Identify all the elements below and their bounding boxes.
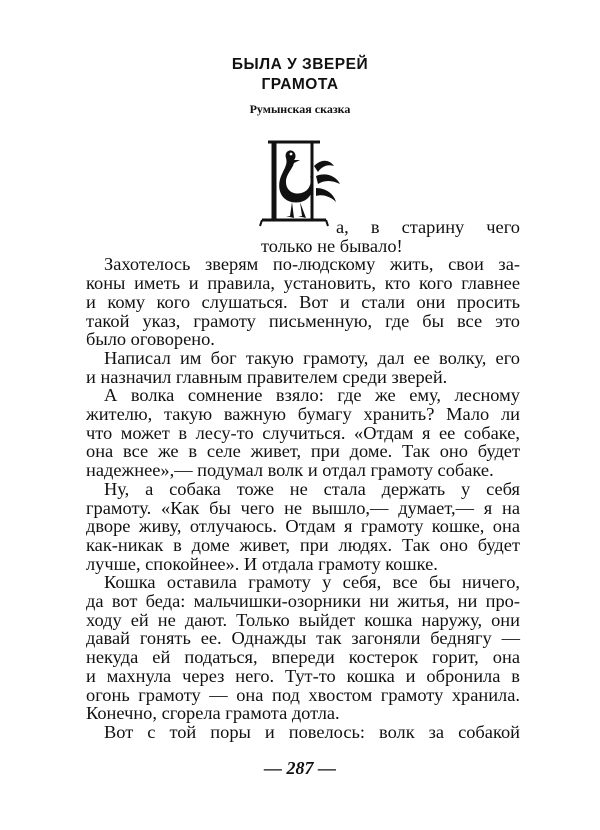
text-line: надежнее»,— подумал волк и отдал грамоту собаке. xyxy=(86,460,494,481)
text-line: Вот с той поры и повелось: волк за собакой xyxy=(104,722,520,742)
text-line: что может в лесу-то случиться. «Отдам я ее собаке, xyxy=(86,422,520,443)
text-line: и махнула через него. Тут-то кошка и обронила в xyxy=(86,665,520,686)
text-line: и назначил главным правителем среди зверей. xyxy=(86,366,448,387)
text-line: Конечно, сгорела грамота дотла. xyxy=(86,703,340,724)
text-line: было оговорено. xyxy=(86,329,215,350)
text-line: грамоту. «Как бы чего не вышло,— думает,— я на xyxy=(86,497,520,518)
text-line: Захотелось зверям по-людскому жить, свои за- xyxy=(104,254,520,275)
text-line: да вот беда: мальчишки-озорники ни житья, ни про- xyxy=(86,591,520,612)
decorative-dropcap-bird-icon xyxy=(256,136,348,228)
text-line: лучше, спокойнее». И отдала грамоту кошке. xyxy=(86,553,438,574)
text-line: только не бывало! xyxy=(261,235,403,256)
story-title-line-2: ГРАМОТА xyxy=(261,76,339,93)
text-line: давай гонять ее. Однажды так загоняли беднягу — xyxy=(86,628,520,649)
text-line: Написал им бог такую грамоту, дал ее волку, его xyxy=(104,347,520,368)
text-line: как-никак в доме живет, при людях. Так оно будет xyxy=(86,534,520,555)
text-line: А волка сомнение взяло: где же ему, лесному xyxy=(104,385,520,406)
page-number: — 287 — xyxy=(264,758,336,778)
text-line: Ну, а собака тоже не стала держать у себя xyxy=(104,478,520,499)
text-line: коны иметь и правила, установить, кто кого главнее xyxy=(86,273,520,294)
text-line: огонь грамоту — она под хвостом грамоту хранила. xyxy=(86,684,520,705)
text-line: а, в старину чего xyxy=(336,217,520,237)
story-subtitle: Румынская сказка xyxy=(249,102,351,116)
text-line: Кошка оставила грамоту у себя, все бы ничего, xyxy=(104,572,520,593)
text-line: жителю, такую важную бумагу хранить? Мало ли xyxy=(86,404,520,425)
text-line: и кому кого слушаться. Вот и стали они просить xyxy=(86,291,520,312)
text-line: дворе живу, отлучаюсь. Отдам я грамоту кошке, она xyxy=(86,516,520,537)
text-line: ходу ей не дают. Только выйдет кошка наружу, они xyxy=(86,609,520,630)
story-title-line-1: БЫЛА У ЗВЕРЕЙ xyxy=(231,56,369,73)
text-line: такой указ, грамоту письменную, где бы все это xyxy=(86,310,520,331)
text-line: некуда ей податься, впереди костерок горит, она xyxy=(86,647,520,668)
text-line: она все же в селе живет, при доме. Так оно будет xyxy=(86,441,520,462)
